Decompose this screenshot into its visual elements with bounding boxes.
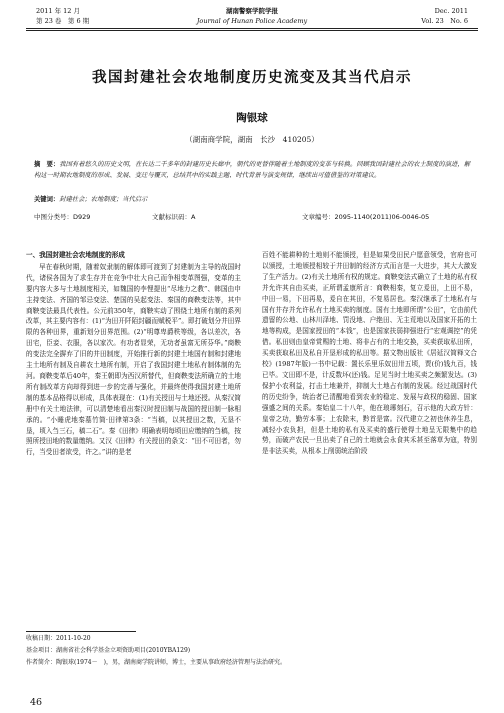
keywords-label: 关键词： — [34, 196, 60, 203]
header-rule-thin — [26, 30, 478, 31]
body-paragraph: 百姓不能耕种的土地则不能颁授，但是如果受田民户愿意领受，官府也可以颁授，土地颁授相较于井田制的经济方式而言是一大进步，其大大激发了生产活力。(2)有关土地所有权的规定。商鞅变法式确立了土地的私有权并允许其自由买卖，正所谓孟康所言：商鞅相秦，复立爰田，上田不易，中田一易，下田再易，爰自在其田，不复易居也。秦汉继承了土地私有与国有井存并允许私有土地买卖的制度。国有土地即所谓“公田”，它由前代遗留的公地、山林川泽地、罚没地、户绝田、无主荒地以及国家开拓的土地等构成，是国家授田的“本钱”，也是国家扶弱抑强进行“宏观调控”的凭借。私田则由皇帝赏赐的土地、将非占有的土地交换，买卖获取私田所，买卖获取私田及私自开垦形成的私田等。据文物出版社《居延汉简释文合校》(1987年版)一书中记载：置长乐里乐奴田卅五顷，贾(价)钱九百，钱已毕。文田即不是，计反数坏(还)钱。足见当时土地买卖之频繁发达。(3)保护小农利益，打击土地兼并，抑制大土地占有制的发展。经过战国时代的历史纷争，统治者已清醒地看到农业的稳定、发展与政权的稳固、国家强盛之间的关系。秦始皇二十八年，他在琅琊刻石，召示他的大政方针：皇帝之功，勤劳本事；上农除末，黔首是富。汉代建立之初也休养生息，减轻小农负担，但是土地的私有及买卖的盛行使得土地呈无限集中的趋势，而破产农民一旦出卖了自己的土地就会永食其禾甚至落草为寇，特别是非法买卖，从根本上削弱统治阶段 — [262, 251, 477, 456]
body-left-column — [26, 250, 241, 620]
footnote-fund: 基金项目：湖南省社会科学基金立项资助项目(2010YBA129) — [26, 647, 191, 654]
footnote-rule — [26, 631, 136, 632]
author-affiliation: （湖南商学院，湖南 长沙 410205） — [185, 135, 319, 144]
header-volume-en: Vol. 23 No. 6 — [421, 17, 468, 25]
header-volume: 第 23 卷 第 6 期 — [36, 17, 90, 25]
body-paragraph: 早在春秋时期，随着奴隶制的解体即可渡到了封建制为主导的战国时代，诸侯各国为了求生存并在竞争中壮大自己而争相变革图强，变革的主要内容大多与土地制度相关，如魏国的李悝提出“尽地力之教”、韩国由申主持变法、齐国的邹忌变法、楚国的吴起变法、秦国的商鞅变法等，其中商鞅变法最具代表性。公元前350年，商鞅实动了围绕土地所有制的系列改革，其主要内容有：(1)“为田开阡陌封疆而赋税平”。即打破划分井田界限的各种田界，重新划分田界范围。(2)“明尊卑爵秩等级，各以差次，各田宅，臣妾、衣服，各以家次。有功者显荣，无功者虽富无所芬华。”商鞅的变法完全摒弃了旧的井田制度，开始推行新的封建土地国有制和封建地主土地所有制及自耕农土地所有制，开启了我国封建土地私有制体制的先河。商鞅变革后40年，秦王朝即为西汉所替代，但商鞅变法所确立的土地所有制改革方向却得到进一步的完善与强化，并最终使得我国封建土地所制的基本品格得以形成，具体表现在：(1)有关授田与土地还授。从秦汉简册中有关土地法律，可以清楚地看出秦汉时授田制与战国的授田制一脉相承的。“小睡虎地秦墓竹简·田律第3条：“当稿，以其授田之数，无垦不垦，顷入刍三石，稿二石”。秦《田律》明确表明每顷田应缴纳的刍稿，按照所授田地的数量缴纳。又汉《田律》有关授田的条文：“田不可田者，勿行，当受田者欲受，许之。”讲的是老 — [26, 262, 241, 457]
header-rule — [26, 28, 478, 29]
abstract — [34, 159, 470, 181]
journal-name-cn: 湖南警察学院学报 — [226, 7, 278, 15]
abstract-label: 摘 要： — [34, 161, 60, 168]
section-title: 一、我国封建社会农地制度的形成 — [26, 251, 125, 259]
author-name: 陶银球 — [236, 112, 268, 124]
article-title: 我国封建社会农地制度历史流变及其当代启示 — [92, 70, 412, 86]
clc-number: 中图分类号：D929 — [34, 213, 91, 221]
abstract-text: 我国有着悠久的历史文明，在长达二千多年的封建历史长廊中，朝代的更替伴随着土地制度的变革与转换。回顾我国封建社会的农土制度的演进，解构这一时期农地制度的形成、发展、变迁与覆灭，总结其中的实践主题、时代背景与演变规律，继续出可值借鉴的对策建议。 — [34, 161, 471, 179]
footnote-author-bio: 作者简介：陶银球(1974－ )，男，湖南商学院讲师，博士，主要从事政府经济管理与法治研究。 — [26, 659, 286, 666]
keywords — [34, 194, 470, 205]
keywords-text: 封建社会；农地制度；当代启示 — [59, 196, 148, 203]
page-number: 46 — [30, 697, 43, 708]
footnote-received: 收稿日期：2011-10-20 — [26, 635, 91, 642]
body-right-column — [262, 250, 477, 620]
article-number: 文章编号：2095-1140(2011)06-0046-05 — [302, 213, 430, 221]
journal-name-en: Journal of Hunan Police Academy — [196, 17, 308, 25]
document-code: 文献标识码：A — [152, 213, 196, 221]
header-date: 2011 年 12 月 — [36, 7, 81, 15]
header-date-en: Dec. 2011 — [434, 7, 468, 15]
